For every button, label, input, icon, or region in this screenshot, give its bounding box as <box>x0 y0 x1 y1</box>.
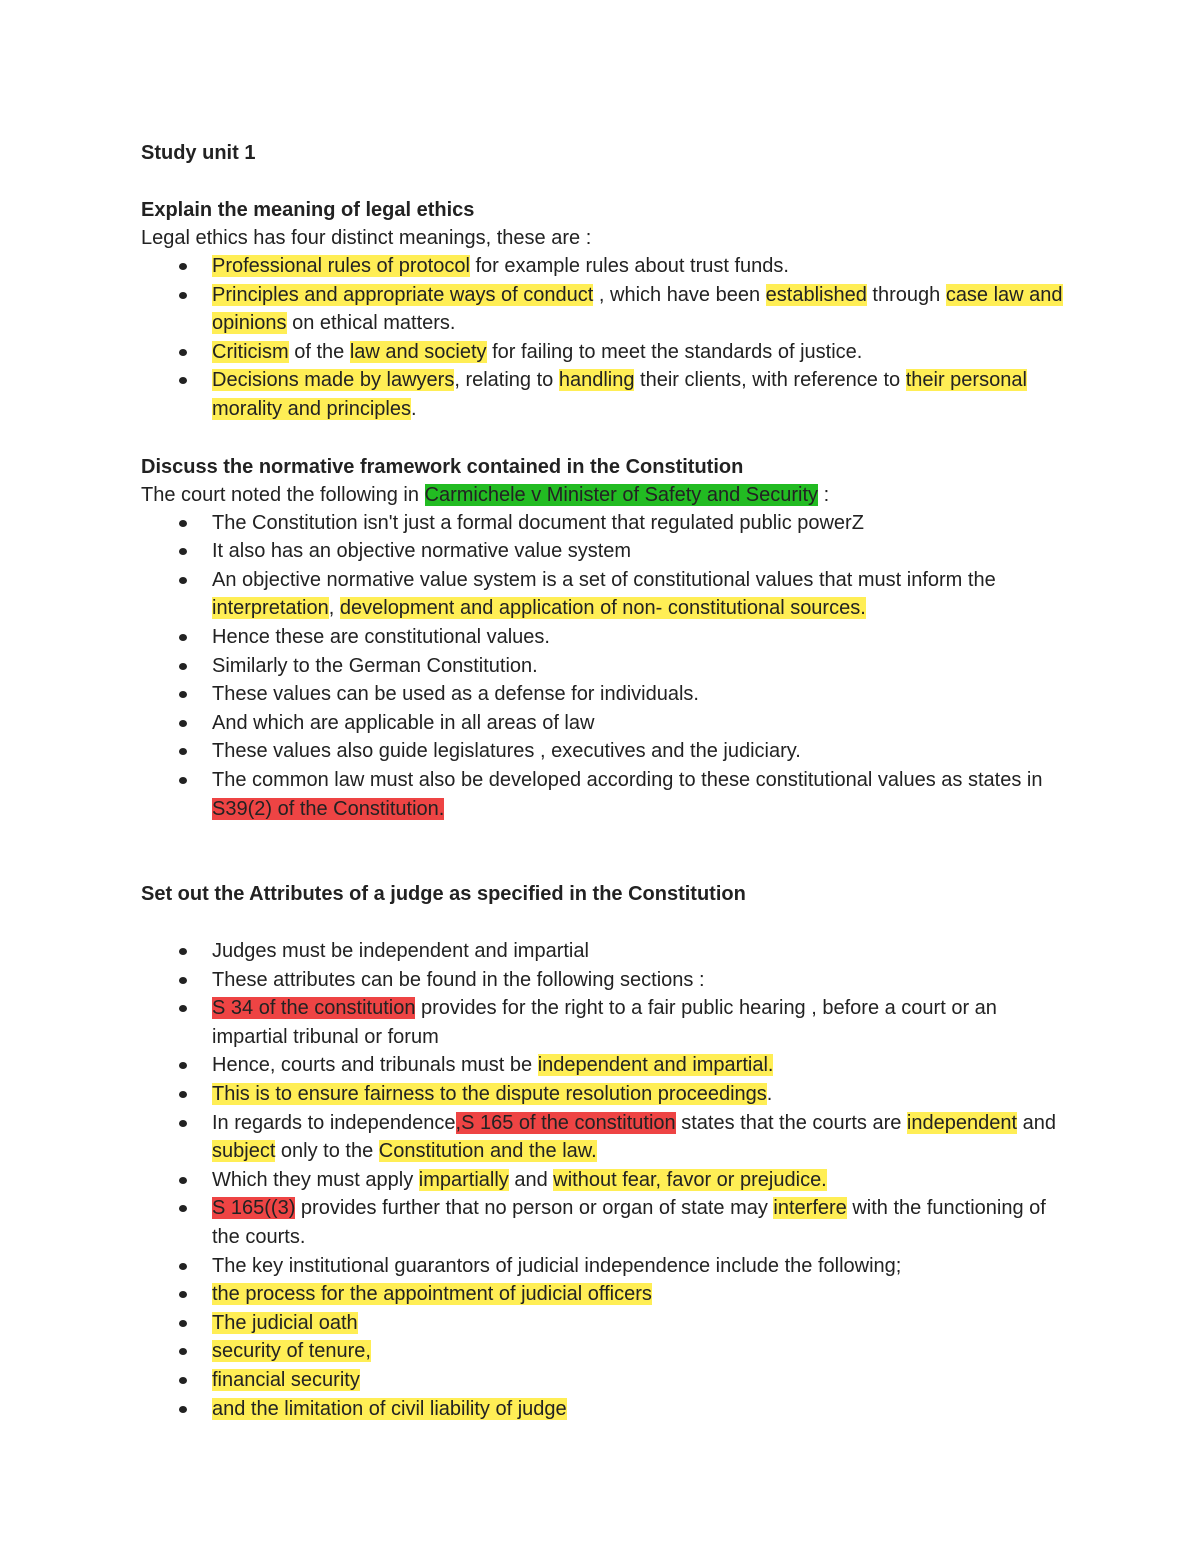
highlight-yellow: law and society <box>349 340 487 363</box>
section-intro <box>141 224 1071 252</box>
list-item <box>141 509 1071 538</box>
text-run: It also has an objective normative value system <box>212 540 632 563</box>
text-run: , <box>328 597 340 620</box>
list-item <box>141 1051 1071 1080</box>
highlight-yellow: subject <box>212 1140 276 1163</box>
bullet-list <box>141 509 1071 824</box>
text-run: states that the courts are <box>675 1111 907 1134</box>
list-item <box>141 1337 1071 1366</box>
section-heading: Set out the Attributes of a judge as specified in the Constitution <box>141 883 746 906</box>
list-item <box>141 252 1071 281</box>
text-run: Which they must apply <box>212 1168 419 1191</box>
text-run: The court noted the following in <box>141 483 425 506</box>
list-item <box>141 281 1071 338</box>
text-run: An objective normative value system is a set of constitutional values that must inform the <box>212 568 996 591</box>
text-run: These values also guide legislatures , executives and the judiciary. <box>212 740 801 763</box>
list-item <box>141 680 1071 709</box>
text-run: : <box>818 483 830 506</box>
text-run: Legal ethics has four distinct meanings, these are : <box>141 227 592 249</box>
text-run: Hence these are constitutional values. <box>212 625 550 648</box>
text-run: The common law must also be developed according to these constitutional values as states in <box>212 768 1043 791</box>
bullet-list <box>141 937 1071 1423</box>
sections-container <box>141 196 1071 1423</box>
text-run: . <box>410 397 417 420</box>
list-item <box>141 1080 1071 1109</box>
text-run: through <box>866 283 946 306</box>
spacer <box>141 424 1071 453</box>
highlight-yellow: impartially <box>418 1168 509 1191</box>
text-run: . <box>766 1083 773 1106</box>
highlight-yellow: the process for the appointment of judicial officers <box>212 1283 652 1306</box>
highlight-yellow: case law and opinions <box>212 283 1063 335</box>
text-run: Hence, courts and tribunals must be <box>212 1054 538 1077</box>
text-run: with the functioning of the courts. <box>212 1197 1046 1249</box>
list-item <box>141 1309 1071 1338</box>
list-item <box>141 652 1071 681</box>
highlight-yellow: handling <box>558 369 635 392</box>
highlight-yellow: interpretation <box>212 597 329 620</box>
text-run: , which have been <box>593 283 766 306</box>
list-item <box>141 1194 1071 1251</box>
highlight-yellow: independent <box>906 1111 1018 1134</box>
text-run: In regards to independence <box>212 1111 456 1134</box>
text-run: their clients, with reference to <box>634 369 906 392</box>
text-run: These values can be used as a defense for individuals. <box>212 683 699 706</box>
list-item <box>141 338 1071 367</box>
text-run: These attributes can be found in the following sections : <box>212 968 705 991</box>
highlight-yellow: without fear, favor or prejudice. <box>553 1168 827 1191</box>
list-item <box>141 1366 1071 1395</box>
highlight-yellow: development <box>339 597 455 620</box>
document-body <box>141 139 1071 1423</box>
highlight-yellow: Decisions made by lawyers <box>212 369 455 392</box>
highlight-yellow: Constitution and the law. <box>378 1140 597 1163</box>
highlight-red: S39(2) of the Constitution. <box>212 797 445 820</box>
list-item <box>141 966 1071 995</box>
list-item <box>141 709 1071 738</box>
text-run: provides for the right to a fair public hearing , before a court or an impartial tribunal or forum <box>212 997 997 1048</box>
highlight-yellow: Professional rules of protocol <box>212 255 470 277</box>
spacer <box>141 908 1071 937</box>
list-item <box>141 1280 1071 1309</box>
highlight-yellow: financial security <box>212 1369 360 1391</box>
highlight-green: Carmichele v Minister of Safety and Security <box>424 483 819 506</box>
highlight-yellow: interfere <box>773 1197 847 1220</box>
highlight-yellow: established <box>765 283 867 306</box>
list-item <box>141 1166 1071 1195</box>
list-item <box>141 537 1071 566</box>
text-run: and <box>508 1168 554 1191</box>
bullet-list <box>141 252 1071 424</box>
highlight-yellow: their personal morality and principles <box>212 369 1027 420</box>
highlight-yellow: This is to ensure fairness to the dispute resolution proceedings <box>212 1083 767 1106</box>
highlight-yellow: Criticism <box>212 340 289 363</box>
list-item <box>141 937 1071 966</box>
list-item <box>141 1252 1071 1281</box>
list-item <box>141 366 1071 423</box>
highlight-red: ,S 165 of the constitution <box>455 1111 676 1134</box>
list-item <box>141 994 1071 1051</box>
text-run: The Constitution isn't just a formal document that regulated public powerZ <box>212 511 864 534</box>
text-run: Similarly to the German Constitution. <box>212 654 538 677</box>
highlight-red: S 34 of the constitution <box>212 997 416 1020</box>
list-item <box>141 623 1071 652</box>
highlight-yellow: independent and impartial. <box>537 1054 774 1077</box>
highlight-red: S 165((3) <box>212 1197 296 1220</box>
section-heading: Discuss the normative framework contained in the Constitution <box>141 455 744 478</box>
text-run: Judges must be independent and impartial <box>212 940 589 963</box>
text-run: only to the <box>275 1140 379 1163</box>
section-intro <box>141 481 1071 509</box>
text-run: provides further that no person or organ of state may <box>295 1197 774 1220</box>
list-item <box>141 766 1071 823</box>
highlight-yellow: and application of non- constitutional sources. <box>454 597 866 620</box>
text-run: and <box>1017 1111 1056 1134</box>
text-run: of the <box>288 340 350 363</box>
section-heading: Explain the meaning of legal ethics <box>141 199 475 221</box>
text-run: for failing to meet the standards of justice. <box>486 340 863 363</box>
highlight-yellow: The judicial oath <box>212 1311 358 1334</box>
text-run: And which are applicable in all areas of law <box>212 711 595 734</box>
highlight-yellow: and the limitation of civil liability of judge <box>212 1397 567 1420</box>
text-run: , relating to <box>454 369 559 392</box>
text-run: The key institutional guarantors of judicial independence include the following; <box>212 1254 902 1277</box>
highlight-yellow: Principles and appropriate ways of conduct <box>212 283 594 306</box>
list-item <box>141 1395 1071 1424</box>
highlight-yellow: security of tenure, <box>212 1340 371 1363</box>
spacer <box>141 167 1071 196</box>
list-item <box>141 1109 1071 1166</box>
text-run: for example rules about trust funds. <box>469 255 789 277</box>
spacer <box>141 823 1071 880</box>
page-title: Study unit 1 <box>141 142 256 164</box>
text-run: on ethical matters. <box>286 312 456 335</box>
list-item <box>141 737 1071 766</box>
list-item <box>141 566 1071 623</box>
